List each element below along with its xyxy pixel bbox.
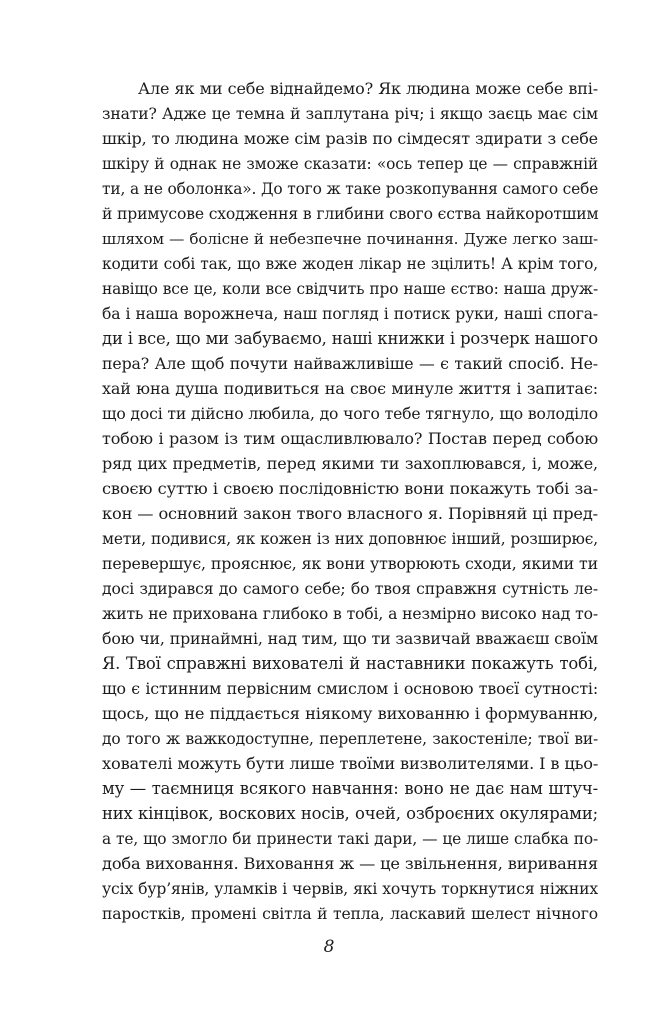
text-line: кодити собі так, що вже жоден лікар не зцілить! А крім того, xyxy=(102,255,598,273)
text-line: шляхом — болісне й небезпечне починання. Дуже легко заш- xyxy=(102,230,598,248)
text-line: тобою і разом із тим ощасливлювало? Постав перед собою xyxy=(102,429,598,448)
text-line: перевершує, прояснює, як вони утворюють сходи, якими ти xyxy=(102,554,598,573)
text-line: шкір, то людина може сім разів по сімдесят здирати з себе xyxy=(102,129,598,148)
text-line: жить не прихована глибоко в тобі, а незмірно високо над то- xyxy=(102,605,598,623)
text-line: бою чи, принаймні, над тим, що ти зазвичай вважаєш своїм xyxy=(102,629,598,648)
text-line: Я. Твої справжні вихователі й наставники покажуть тобі, xyxy=(102,654,598,673)
text-line: Але як ми себе віднайдемо? Як людина може себе впі- xyxy=(138,79,598,98)
text-line: досі здирався до самого себе; бо твоя справжня сутність ле- xyxy=(102,580,598,598)
text-line: до того ж важкодоступне, переплетене, закостеніле; твої ви- xyxy=(102,730,598,748)
text-line: му — таємниця всякого навчання: воно не дає нам штуч- xyxy=(102,779,598,798)
text-line: й примусове сходження в глибини свого єства найкоротшим xyxy=(102,205,599,223)
text-line: що є істинним первісним смислом і основою твоєї сутності: xyxy=(102,679,598,698)
text-line: своєю суттю і своєю послідовністю вони покажуть тобі за- xyxy=(102,479,598,498)
text-line: паростків, промені світла й тепла, ласкавий шелест нічного xyxy=(102,905,598,923)
text-line: них кінцівок, воскових носів, очей, озброєних окулярами; xyxy=(102,804,598,823)
text-line: ряд цих предметів, перед якими ти захоплювався, і, може, xyxy=(102,454,598,473)
text-line: щось, що не піддається ніякому вихованню і формуванню, xyxy=(102,704,598,723)
text-line: ди і все, що ми забуваємо, наші книжки і розчерк нашого xyxy=(102,329,599,348)
text-line: шкіру й однак не зможе сказати: «ось тепер це — справжній xyxy=(102,155,598,173)
text-line: що досі ти дійсно любила, до чого тебе тягнуло, що володіло xyxy=(102,405,598,423)
text-line: усіх бур’янів, уламків і червів, які хочуть торкнутися ніжних xyxy=(102,880,598,898)
text-line: знати? Адже це темна й заплутана річ; і якщо заєць має сім xyxy=(102,105,598,123)
text-line: кон — основний закон твого власного я. Порівняй ці пред- xyxy=(102,504,598,523)
text-line: мети, подивися, як кожен із них доповнює інший, розширює, xyxy=(102,530,598,548)
text-line: навіщо все це, коли все свідчить про наше єство: наша друж- xyxy=(102,280,598,298)
text-line: ба і наша ворожнеча, наш погляд і потиск руки, наші спога- xyxy=(102,305,598,323)
text-line: хователі можуть бути лише твоїми визволителями. І в цьо- xyxy=(102,754,599,773)
text-line: ти, а не оболонка». До того ж таке розкопування самого себе xyxy=(102,180,599,198)
text-line: пера? Але щоб почути найважливіше — є такий спосіб. Не- xyxy=(102,354,598,373)
text-line: а те, що змогло би принести такі дари, — це лише слабка по- xyxy=(102,830,598,848)
page-number: 8 xyxy=(323,937,335,957)
text-line: доба виховання. Виховання ж — це звільнення, виривання xyxy=(102,854,598,873)
text-line: хай юна душа подивиться на своє минуле життя і запитає: xyxy=(102,379,598,398)
